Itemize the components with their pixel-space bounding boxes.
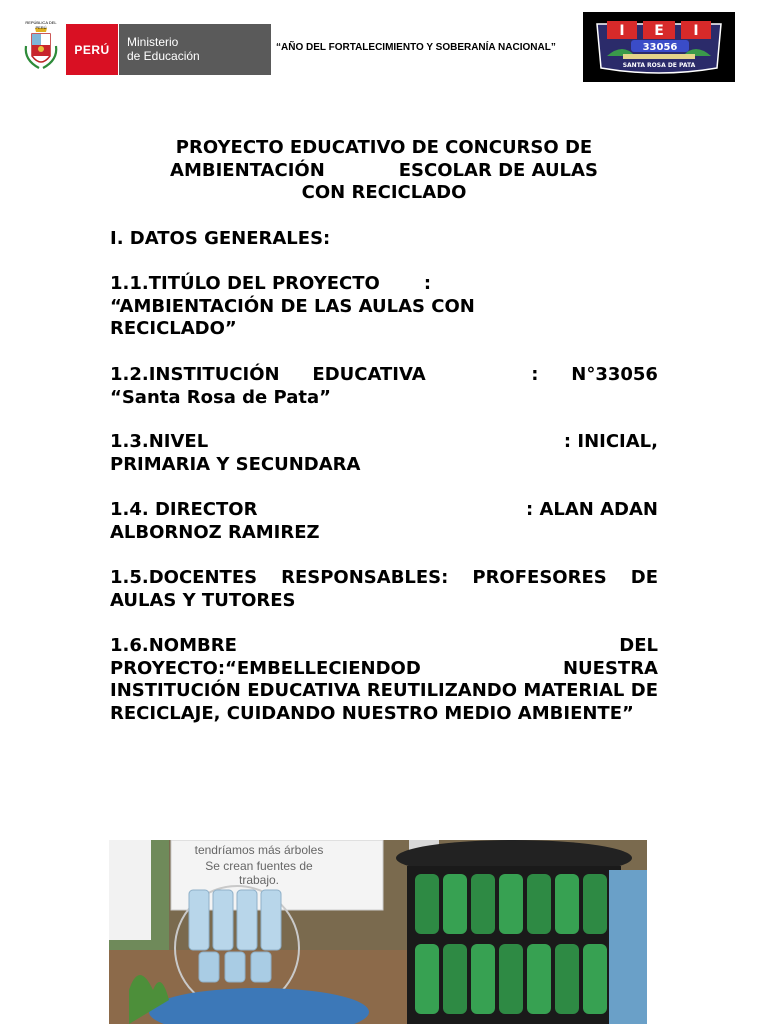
sign-line-1: tendríamos más árboles bbox=[194, 843, 324, 857]
item-titulo-line-3: RECICLADO” bbox=[110, 318, 237, 339]
item-director-label: 1.4. DIRECTOR bbox=[110, 499, 258, 520]
item-institucion-label-2: EDUCATIVA bbox=[312, 364, 426, 385]
section-heading: I. DATOS GENERALES: bbox=[110, 228, 331, 249]
peru-coat-of-arms-icon bbox=[22, 26, 60, 72]
title-line-2b: ESCOLAR DE AULAS bbox=[398, 159, 598, 181]
ministry-brand-box bbox=[119, 24, 271, 75]
document-title bbox=[110, 137, 658, 205]
item-titulo bbox=[110, 273, 658, 341]
item-institucion-line-2: “Santa Rosa de Pata” bbox=[110, 386, 331, 408]
year-phrase: “AÑO DEL FORTALECIMIENTO Y SOBERANÍA NACIONAL” bbox=[276, 42, 556, 53]
logo-letter-3: I bbox=[693, 23, 699, 39]
item-director-value: : ALAN ADAN bbox=[526, 499, 658, 520]
sign-line-3: trabajo. bbox=[238, 873, 280, 887]
item-nivel-label: 1.3.NIVEL bbox=[110, 431, 209, 452]
item-nombre-rest: PROYECTO:“EMBELLECIENDOD NUESTRA INSTITUCIÓN EDUCATIVA REUTILIZANDO MATERIAL DE RECICLAJE, CUIDANDO NUESTRO MEDIO AMBIENTE” bbox=[110, 657, 658, 724]
item-titulo-label: 1.1.TITÚLO DEL PROYECTO bbox=[110, 273, 380, 294]
peru-brand-box bbox=[66, 24, 118, 75]
item-institucion-label: 1.2.INSTITUCIÓN bbox=[110, 364, 280, 385]
item-nivel-value: : INICIAL, bbox=[563, 431, 658, 452]
title-line-2a: AMBIENTACIÓN bbox=[170, 159, 325, 181]
logo-letter-2: E bbox=[654, 23, 664, 39]
item-director bbox=[110, 499, 658, 544]
item-titulo-line-2: “AMBIENTACIÓN DE LAS AULAS CON bbox=[110, 295, 475, 317]
item-institucion-value: N°33056 bbox=[571, 364, 658, 385]
ministry-line-1: Ministerio bbox=[127, 35, 179, 49]
school-logo-graphic bbox=[583, 12, 735, 82]
sign-line-2: Se crean fuentes de bbox=[205, 859, 313, 873]
item-nombre-line-1b: DEL bbox=[619, 635, 658, 656]
peru-label: PERÚ bbox=[74, 42, 110, 57]
item-nombre bbox=[110, 635, 658, 725]
logo-caption: SANTA ROSA DE PATA bbox=[622, 62, 696, 69]
item-nivel-line-2: PRIMARIA Y SECUNDARA bbox=[110, 453, 361, 475]
ministry-line-2: de Educación bbox=[127, 49, 200, 63]
recycling-photo bbox=[109, 840, 647, 1024]
logo-number: 33056 bbox=[642, 42, 678, 53]
item-director-line-2: ALBORNOZ RAMIREZ bbox=[110, 521, 320, 543]
crest-label: REPÚBLICA DEL PERÚ bbox=[25, 20, 57, 30]
title-line-3: CON RECICLADO bbox=[301, 182, 467, 203]
title-line-1: PROYECTO EDUCATIVO DE CONCURSO DE bbox=[175, 137, 593, 158]
logo-letter-1: I bbox=[619, 23, 625, 39]
item-docentes: 1.5.DOCENTES RESPONSABLES: PROFESORES DE AULAS Y TUTORES bbox=[110, 567, 658, 611]
item-nombre-line-1a: 1.6.NOMBRE bbox=[110, 635, 237, 656]
item-institucion-colon: : bbox=[531, 364, 539, 385]
item-titulo-colon: : bbox=[423, 273, 432, 294]
item-nivel bbox=[110, 431, 658, 476]
recycling-photo-graphic bbox=[109, 840, 647, 1024]
item-institucion bbox=[110, 364, 658, 409]
school-logo bbox=[583, 12, 735, 82]
